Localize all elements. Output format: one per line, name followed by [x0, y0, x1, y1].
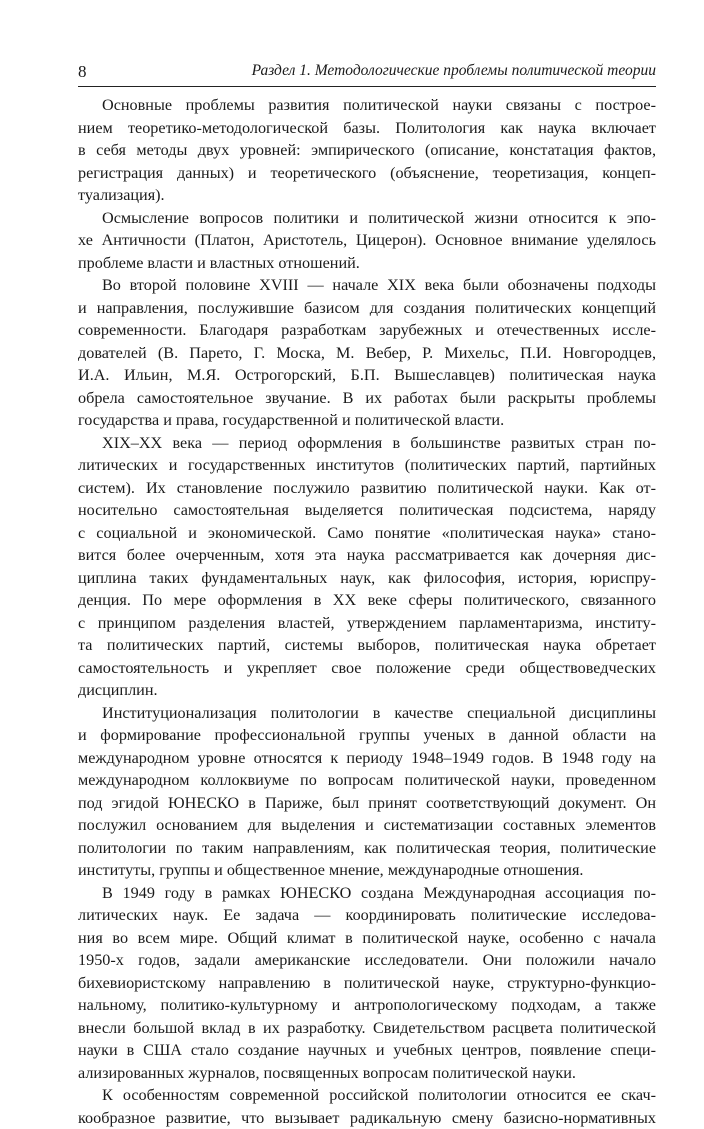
text-line: проблеме власти и властных отношений. — [78, 252, 656, 275]
text-line: и формирование профессиональной группы ученых в данной области на — [78, 724, 656, 747]
text-line: та политических партий, системы выборов, политическая наука обретает — [78, 634, 656, 657]
text-line: ализированных журналов, посвященных вопросам политической науки. — [78, 1062, 656, 1085]
paragraph — [78, 432, 656, 702]
text-line: Основные проблемы развития политической науки связаны с построе- — [78, 94, 656, 117]
paragraph — [78, 274, 656, 432]
text-line: 1950-х годов, задали американские исследователи. Они положили начало — [78, 949, 656, 972]
text-line: с социальной и экономической. Само понятие «политическая наука» стано- — [78, 522, 656, 545]
text-line: международном уровне относятся к периоду 1948–1949 годов. В 1948 году на — [78, 747, 656, 770]
text-line: К особенностям современной российской политологии относится ее скач- — [78, 1084, 656, 1107]
text-line: денция. По мере оформления в XX веке сферы политического, связанного — [78, 589, 656, 612]
text-line: туализация). — [78, 184, 656, 207]
text-line: самостоятельность и укрепляет свое положение среди обществоведческих — [78, 657, 656, 680]
text-line: современности. Благодаря разработкам зарубежных и отечественных иссле- — [78, 319, 656, 342]
text-line: систем). Их становление послужило развитию политической науки. Как от- — [78, 477, 656, 500]
page-number: 8 — [78, 62, 87, 82]
text-line: нальному, политико-культурному и антропологическому подходам, а также — [78, 994, 656, 1017]
text-line: политологии по таким направлениям, как политическая теория, политические — [78, 837, 656, 860]
paragraph — [78, 94, 656, 207]
text-line: дисциплин. — [78, 679, 656, 702]
text-line: государства и права, государственной и политической власти. — [78, 409, 656, 432]
text-line: вится более очерченным, хотя эта наука рассматривается как дочерняя дис- — [78, 544, 656, 567]
text-line: Во второй половине XVIII — начале XIX века были обозначены подходы — [78, 274, 656, 297]
text-line: литических наук. Ее задача — координировать политические исследова- — [78, 904, 656, 927]
text-line: послужил основанием для выделения и систематизации составных элементов — [78, 814, 656, 837]
text-line: внесли большой вклад в их разработку. Свидетельством расцвета политической — [78, 1017, 656, 1040]
text-line: под эгидой ЮНЕСКО в Париже, был принят соответствующий документ. Он — [78, 792, 656, 815]
text-line: международном коллоквиуме по вопросам политической науки, проведенном — [78, 769, 656, 792]
body-text — [78, 94, 656, 1129]
text-line: с принципом разделения властей, утверждением парламентаризма, институ- — [78, 612, 656, 635]
text-line: Осмысление вопросов политики и политической жизни относится к эпо- — [78, 207, 656, 230]
text-line: институты, группы и общественное мнение, международные отношения. — [78, 859, 656, 882]
paragraph — [78, 207, 656, 275]
text-line: обрела самостоятельное звучание. В их работах были раскрыты проблемы — [78, 387, 656, 410]
text-line: циплина таких фундаментальных наук, как философия, история, юриспру- — [78, 567, 656, 590]
text-line: хе Античности (Платон, Аристотель, Цицерон). Основное внимание уделялось — [78, 229, 656, 252]
text-line: литических и государственных институтов (политических партий, партийных — [78, 454, 656, 477]
text-line: науки в США стало создание научных и учебных центров, появление специ- — [78, 1039, 656, 1062]
text-line: кообразное развитие, что вызывает радикальную смену базисно-нормативных — [78, 1107, 656, 1129]
text-line: Институционализация политологии в качестве специальной дисциплины — [78, 702, 656, 725]
running-header — [78, 58, 656, 87]
text-line: нием теоретико-методологической базы. Политология как наука включает — [78, 117, 656, 140]
text-line: И.А. Ильин, М.Я. Острогорский, Б.П. Вышеславцев) политическая наука — [78, 364, 656, 387]
text-line: регистрация данных) и теоретического (объяснение, теоретизация, концеп- — [78, 162, 656, 185]
text-line: носительно самостоятельная выделяется политическая подсистема, наряду — [78, 499, 656, 522]
paragraph — [78, 882, 656, 1085]
text-line: бихевиористскому направлению в политической науке, структурно-функцио- — [78, 972, 656, 995]
text-line: XIX–XX века — период оформления в большинстве развитых стран по- — [78, 432, 656, 455]
text-line: дователей (В. Парето, Г. Моска, М. Вебер, Р. Михельс, П.И. Новгородцев, — [78, 342, 656, 365]
paragraph — [78, 702, 656, 882]
text-line: и направления, послужившие базисом для создания политических концепций — [78, 297, 656, 320]
text-line: ния во всем мире. Общий климат в политической науке, особенно с начала — [78, 927, 656, 950]
text-line: в себя методы двух уровней: эмпирического (описание, констатация фактов, — [78, 139, 656, 162]
running-title: Раздел 1. Методологические проблемы политической теории — [252, 62, 656, 80]
paragraph — [78, 1084, 656, 1129]
text-line: В 1949 году в рамках ЮНЕСКО создана Международная ассоциация по- — [78, 882, 656, 905]
